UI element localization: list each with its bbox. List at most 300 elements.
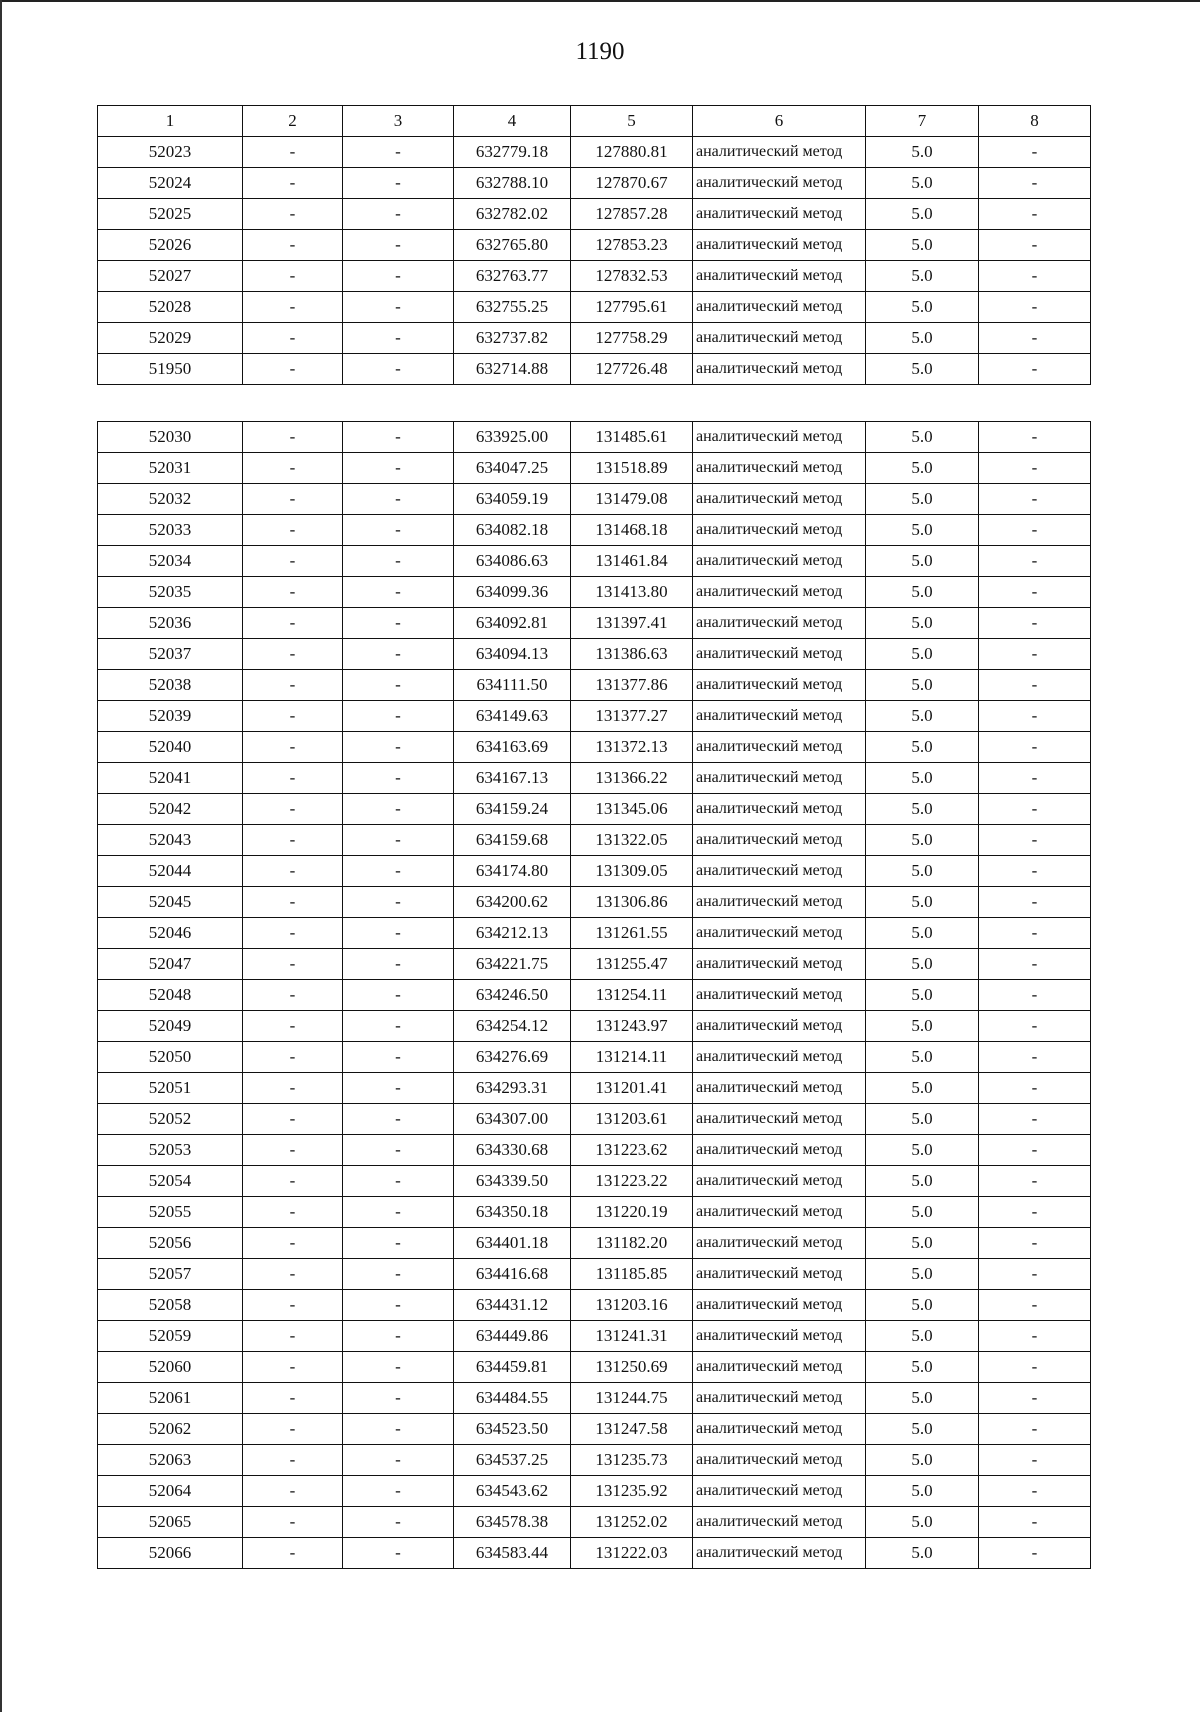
table-cell: аналитический метод	[693, 515, 866, 546]
table-cell: 131222.03	[571, 1538, 693, 1569]
table-cell: 52026	[98, 230, 243, 261]
table-cell: -	[979, 1352, 1091, 1383]
table-cell: -	[343, 354, 454, 385]
table-cell: 131322.05	[571, 825, 693, 856]
table-cell: -	[343, 1538, 454, 1569]
table-row	[98, 1414, 1091, 1445]
table-cell: -	[343, 1259, 454, 1290]
table-cell: 52028	[98, 292, 243, 323]
table-row	[98, 794, 1091, 825]
table-cell: 5.0	[866, 577, 979, 608]
table-cell: аналитический метод	[693, 825, 866, 856]
table-cell: 634293.31	[454, 1073, 571, 1104]
table-cell: 52063	[98, 1445, 243, 1476]
table-row	[98, 168, 1091, 199]
table-cell: -	[343, 918, 454, 949]
table-cell: 131223.62	[571, 1135, 693, 1166]
table-cell: 5.0	[866, 1011, 979, 1042]
table-cell: 52065	[98, 1507, 243, 1538]
table-cell: -	[979, 1383, 1091, 1414]
table-cell: 52061	[98, 1383, 243, 1414]
table-cell: -	[243, 1383, 343, 1414]
table-cell: 131386.63	[571, 639, 693, 670]
table-cell: -	[243, 1259, 343, 1290]
table-cell: 52048	[98, 980, 243, 1011]
table-cell: -	[343, 639, 454, 670]
table-cell: 131235.73	[571, 1445, 693, 1476]
table-cell: 131244.75	[571, 1383, 693, 1414]
table-cell: 5.0	[866, 323, 979, 354]
table-cell: 52047	[98, 949, 243, 980]
table-cell: -	[243, 1476, 343, 1507]
table-cell: -	[343, 887, 454, 918]
table-cell: 131366.22	[571, 763, 693, 794]
header-cell: 7	[866, 106, 979, 137]
table-cell: 127832.53	[571, 261, 693, 292]
table-cell: аналитический метод	[693, 1352, 866, 1383]
table-cell: -	[243, 453, 343, 484]
table-cell: 634047.25	[454, 453, 571, 484]
table-cell: 127870.67	[571, 168, 693, 199]
table-cell: 52043	[98, 825, 243, 856]
table-cell: 52055	[98, 1197, 243, 1228]
header-cell: 1	[98, 106, 243, 137]
table-cell: 52050	[98, 1042, 243, 1073]
table-cell: -	[343, 261, 454, 292]
table-cell: -	[343, 577, 454, 608]
table-cell: 634578.38	[454, 1507, 571, 1538]
table-cell: -	[979, 918, 1091, 949]
table-cell: -	[343, 515, 454, 546]
table-cell: -	[979, 261, 1091, 292]
table-row	[98, 732, 1091, 763]
page-top-edge	[0, 0, 1200, 2]
table-cell: аналитический метод	[693, 856, 866, 887]
table-row	[98, 701, 1091, 732]
table-cell: 131252.02	[571, 1507, 693, 1538]
table-cell: 634212.13	[454, 918, 571, 949]
table-cell: -	[979, 1228, 1091, 1259]
table-cell: аналитический метод	[693, 608, 866, 639]
table-cell: 5.0	[866, 856, 979, 887]
table-cell: аналитический метод	[693, 949, 866, 980]
table-row	[98, 1228, 1091, 1259]
table-cell: 632779.18	[454, 137, 571, 168]
table-row	[98, 292, 1091, 323]
table-cell: -	[243, 422, 343, 453]
table-cell: 131461.84	[571, 546, 693, 577]
table-cell: 634082.18	[454, 515, 571, 546]
table-cell: 5.0	[866, 1321, 979, 1352]
table-cell: -	[343, 1011, 454, 1042]
header-cell: 6	[693, 106, 866, 137]
header-cell: 2	[243, 106, 343, 137]
table-cell: 131182.20	[571, 1228, 693, 1259]
table-cell: 634221.75	[454, 949, 571, 980]
table-cell: 634149.63	[454, 701, 571, 732]
table-cell: 127880.81	[571, 137, 693, 168]
table-cell: 131377.27	[571, 701, 693, 732]
table-cell: -	[243, 577, 343, 608]
table-cell: аналитический метод	[693, 1104, 866, 1135]
table-row	[98, 515, 1091, 546]
table-cell: -	[243, 701, 343, 732]
table-cell: 127758.29	[571, 323, 693, 354]
table-cell: 5.0	[866, 1383, 979, 1414]
table-row	[98, 199, 1091, 230]
table-cell: 634276.69	[454, 1042, 571, 1073]
table-cell: 634416.68	[454, 1259, 571, 1290]
table-cell: аналитический метод	[693, 484, 866, 515]
table-cell: 632714.88	[454, 354, 571, 385]
table-cell: -	[343, 1476, 454, 1507]
table-cell: аналитический метод	[693, 137, 866, 168]
table-cell: -	[979, 608, 1091, 639]
table-row	[98, 887, 1091, 918]
table-cell: -	[343, 1073, 454, 1104]
table-cell: -	[243, 980, 343, 1011]
table-cell: -	[979, 1104, 1091, 1135]
table-cell: -	[243, 825, 343, 856]
table-cell: 634094.13	[454, 639, 571, 670]
table-cell: аналитический метод	[693, 732, 866, 763]
table-cell: -	[243, 1290, 343, 1321]
table-cell: -	[343, 1166, 454, 1197]
table-cell: 5.0	[866, 422, 979, 453]
table-cell: 634583.44	[454, 1538, 571, 1569]
table-cell: 634200.62	[454, 887, 571, 918]
table-cell: -	[979, 980, 1091, 1011]
table-cell: аналитический метод	[693, 701, 866, 732]
table-cell: 52040	[98, 732, 243, 763]
table-cell: 5.0	[866, 794, 979, 825]
table-cell: -	[243, 261, 343, 292]
table-cell: -	[343, 230, 454, 261]
table-cell: 127726.48	[571, 354, 693, 385]
table-cell: 634484.55	[454, 1383, 571, 1414]
table-cell: -	[243, 354, 343, 385]
table-cell: аналитический метод	[693, 1538, 866, 1569]
table-row	[98, 577, 1091, 608]
table-cell: 5.0	[866, 137, 979, 168]
table-cell: -	[979, 1011, 1091, 1042]
table-cell: 51950	[98, 354, 243, 385]
table-cell: -	[243, 199, 343, 230]
table-row	[98, 1259, 1091, 1290]
table-cell: 5.0	[866, 1476, 979, 1507]
table-row	[98, 230, 1091, 261]
table-cell: 634167.13	[454, 763, 571, 794]
table-cell: -	[243, 1073, 343, 1104]
table-cell: 131345.06	[571, 794, 693, 825]
table-cell: 52031	[98, 453, 243, 484]
table-cell: 52053	[98, 1135, 243, 1166]
table-cell: -	[979, 856, 1091, 887]
table-cell: -	[243, 168, 343, 199]
table-cell: -	[979, 670, 1091, 701]
table-cell: 634163.69	[454, 732, 571, 763]
table-cell: 5.0	[866, 1414, 979, 1445]
header-cell: 5	[571, 106, 693, 137]
table-cell: -	[243, 515, 343, 546]
table-cell: 5.0	[866, 701, 979, 732]
table-cell: 131397.41	[571, 608, 693, 639]
table-cell: 634246.50	[454, 980, 571, 1011]
table-cell: -	[243, 1166, 343, 1197]
table-cell: -	[979, 1445, 1091, 1476]
table-cell: -	[243, 1197, 343, 1228]
table-cell: 634059.19	[454, 484, 571, 515]
table-cell: -	[343, 1352, 454, 1383]
table-cell: 131241.31	[571, 1321, 693, 1352]
table-cell: -	[979, 701, 1091, 732]
table-cell: -	[343, 453, 454, 484]
header-cell: 3	[343, 106, 454, 137]
table-cell: -	[343, 1445, 454, 1476]
table-cell: аналитический метод	[693, 639, 866, 670]
table-cell: -	[243, 918, 343, 949]
table-cell: 5.0	[866, 825, 979, 856]
table-cell: 632782.02	[454, 199, 571, 230]
table-cell: 52023	[98, 137, 243, 168]
table-row	[98, 763, 1091, 794]
table-cell: 131247.58	[571, 1414, 693, 1445]
table-cell: -	[243, 137, 343, 168]
table-cell: 52042	[98, 794, 243, 825]
table-cell: 5.0	[866, 1197, 979, 1228]
table-cell: 52041	[98, 763, 243, 794]
table-row	[98, 670, 1091, 701]
table-cell: -	[243, 608, 343, 639]
table-cell: -	[243, 546, 343, 577]
table-cell: 5.0	[866, 546, 979, 577]
table-cell: аналитический метод	[693, 422, 866, 453]
table-cell: 52062	[98, 1414, 243, 1445]
table-cell: -	[979, 292, 1091, 323]
table-cell: аналитический метод	[693, 261, 866, 292]
table-cell: 5.0	[866, 515, 979, 546]
table-cell: 52033	[98, 515, 243, 546]
table-cell: 52035	[98, 577, 243, 608]
table-cell: -	[243, 763, 343, 794]
table-cell: 634537.25	[454, 1445, 571, 1476]
table-cell: -	[979, 484, 1091, 515]
table-row	[98, 856, 1091, 887]
table-row	[98, 980, 1091, 1011]
table-cell: 52058	[98, 1290, 243, 1321]
table-cell: -	[343, 980, 454, 1011]
table-cell: -	[343, 732, 454, 763]
table-cell: аналитический метод	[693, 230, 866, 261]
table-cell: аналитический метод	[693, 168, 866, 199]
table-row	[98, 608, 1091, 639]
table-cell: -	[343, 1507, 454, 1538]
table-cell: -	[343, 137, 454, 168]
table-cell: -	[979, 1166, 1091, 1197]
table-row	[98, 422, 1091, 453]
table-row	[98, 639, 1091, 670]
table-cell: 127853.23	[571, 230, 693, 261]
table-cell: 5.0	[866, 1445, 979, 1476]
table-cell: -	[343, 323, 454, 354]
table-cell: 131261.55	[571, 918, 693, 949]
table-cell: 131203.61	[571, 1104, 693, 1135]
table-cell: 5.0	[866, 887, 979, 918]
table-cell: -	[979, 230, 1091, 261]
table-cell: аналитический метод	[693, 1011, 866, 1042]
table-row	[98, 1445, 1091, 1476]
table-cell: 52045	[98, 887, 243, 918]
table-cell: 634523.50	[454, 1414, 571, 1445]
table-cell: 131377.86	[571, 670, 693, 701]
table-cell: 634111.50	[454, 670, 571, 701]
table-cell: 632755.25	[454, 292, 571, 323]
table-cell: 52052	[98, 1104, 243, 1135]
table-cell: -	[979, 354, 1091, 385]
table-cell: 632737.82	[454, 323, 571, 354]
page-left-edge	[0, 0, 2, 1712]
table-cell: 634307.00	[454, 1104, 571, 1135]
table-cell: 5.0	[866, 453, 979, 484]
table-cell: -	[343, 1321, 454, 1352]
table-cell: 5.0	[866, 1290, 979, 1321]
table-cell: -	[243, 1507, 343, 1538]
table-cell: -	[343, 825, 454, 856]
table-cell: 52034	[98, 546, 243, 577]
table-cell: -	[343, 168, 454, 199]
table-cell: -	[343, 1290, 454, 1321]
table-row	[98, 1073, 1091, 1104]
table-cell: аналитический метод	[693, 1228, 866, 1259]
table-cell: -	[343, 856, 454, 887]
table-cell: 131250.69	[571, 1352, 693, 1383]
table-row	[98, 1538, 1091, 1569]
table-cell: 131223.22	[571, 1166, 693, 1197]
table-cell: -	[343, 1104, 454, 1135]
table-cell: -	[979, 1507, 1091, 1538]
table-cell: 52039	[98, 701, 243, 732]
table-cell: -	[979, 199, 1091, 230]
table-cell: 5.0	[866, 1073, 979, 1104]
table-cell: 52025	[98, 199, 243, 230]
table-cell: -	[243, 1445, 343, 1476]
table-cell: 52059	[98, 1321, 243, 1352]
table-cell: 131309.05	[571, 856, 693, 887]
table-cell: -	[979, 1042, 1091, 1073]
table-row	[98, 1011, 1091, 1042]
table-cell: -	[979, 1414, 1091, 1445]
table-cell: аналитический метод	[693, 670, 866, 701]
table-cell: 131201.41	[571, 1073, 693, 1104]
table-cell: -	[979, 1321, 1091, 1352]
table-cell: -	[343, 422, 454, 453]
table-cell: -	[343, 794, 454, 825]
table-row	[98, 1476, 1091, 1507]
table-cell: -	[979, 794, 1091, 825]
table-cell: -	[243, 1042, 343, 1073]
header-cell: 4	[454, 106, 571, 137]
table-cell: 52038	[98, 670, 243, 701]
table-cell: -	[979, 763, 1091, 794]
table-cell: 127795.61	[571, 292, 693, 323]
table-cell: аналитический метод	[693, 1166, 866, 1197]
table-cell: -	[979, 1135, 1091, 1166]
table-cell: -	[343, 1228, 454, 1259]
table-row	[98, 1352, 1091, 1383]
table-cell: -	[979, 825, 1091, 856]
table-cell: 634159.68	[454, 825, 571, 856]
table-row	[98, 1135, 1091, 1166]
table-cell: 52054	[98, 1166, 243, 1197]
table-cell: -	[243, 1011, 343, 1042]
table-cell: 634459.81	[454, 1352, 571, 1383]
table-row	[98, 949, 1091, 980]
table-cell: -	[979, 639, 1091, 670]
table-cell: аналитический метод	[693, 794, 866, 825]
table-row	[98, 1042, 1091, 1073]
table-row	[98, 1166, 1091, 1197]
table-cell: 634339.50	[454, 1166, 571, 1197]
table-cell: 52051	[98, 1073, 243, 1104]
table-cell: 5.0	[866, 292, 979, 323]
table-cell: -	[979, 887, 1091, 918]
table-cell: -	[243, 1352, 343, 1383]
table-cell: 131254.11	[571, 980, 693, 1011]
table-cell: -	[243, 794, 343, 825]
table-cell: 5.0	[866, 1352, 979, 1383]
table-cell: 52037	[98, 639, 243, 670]
table-cell: аналитический метод	[693, 887, 866, 918]
table-row	[98, 1321, 1091, 1352]
table-cell: 634092.81	[454, 608, 571, 639]
table-cell: -	[343, 701, 454, 732]
table-cell: -	[243, 292, 343, 323]
table-cell: -	[979, 1476, 1091, 1507]
table-cell: -	[979, 422, 1091, 453]
table-cell: 5.0	[866, 1507, 979, 1538]
table-cell: 634401.18	[454, 1228, 571, 1259]
table-cell: 131468.18	[571, 515, 693, 546]
table-cell: 633925.00	[454, 422, 571, 453]
table-cell: -	[979, 515, 1091, 546]
table-row	[98, 546, 1091, 577]
table-cell: -	[243, 1414, 343, 1445]
table-cell: -	[243, 949, 343, 980]
table-cell: 634449.86	[454, 1321, 571, 1352]
table-cell: 52029	[98, 323, 243, 354]
table-cell: аналитический метод	[693, 763, 866, 794]
table-cell: 52060	[98, 1352, 243, 1383]
table-cell: 52036	[98, 608, 243, 639]
table-cell: -	[979, 1538, 1091, 1569]
table-row	[98, 137, 1091, 168]
table-row	[98, 1383, 1091, 1414]
table-cell: 131479.08	[571, 484, 693, 515]
table-row	[98, 354, 1091, 385]
table-cell: 5.0	[866, 1166, 979, 1197]
table-cell: 5.0	[866, 1042, 979, 1073]
table-row	[98, 1197, 1091, 1228]
table-cell: 5.0	[866, 763, 979, 794]
table-cell: 634330.68	[454, 1135, 571, 1166]
table-row	[98, 484, 1091, 515]
table-cell: 634543.62	[454, 1476, 571, 1507]
table-cell: -	[979, 1259, 1091, 1290]
table-row	[98, 323, 1091, 354]
table-cell: -	[979, 1073, 1091, 1104]
table-cell: -	[343, 608, 454, 639]
table-cell: аналитический метод	[693, 292, 866, 323]
